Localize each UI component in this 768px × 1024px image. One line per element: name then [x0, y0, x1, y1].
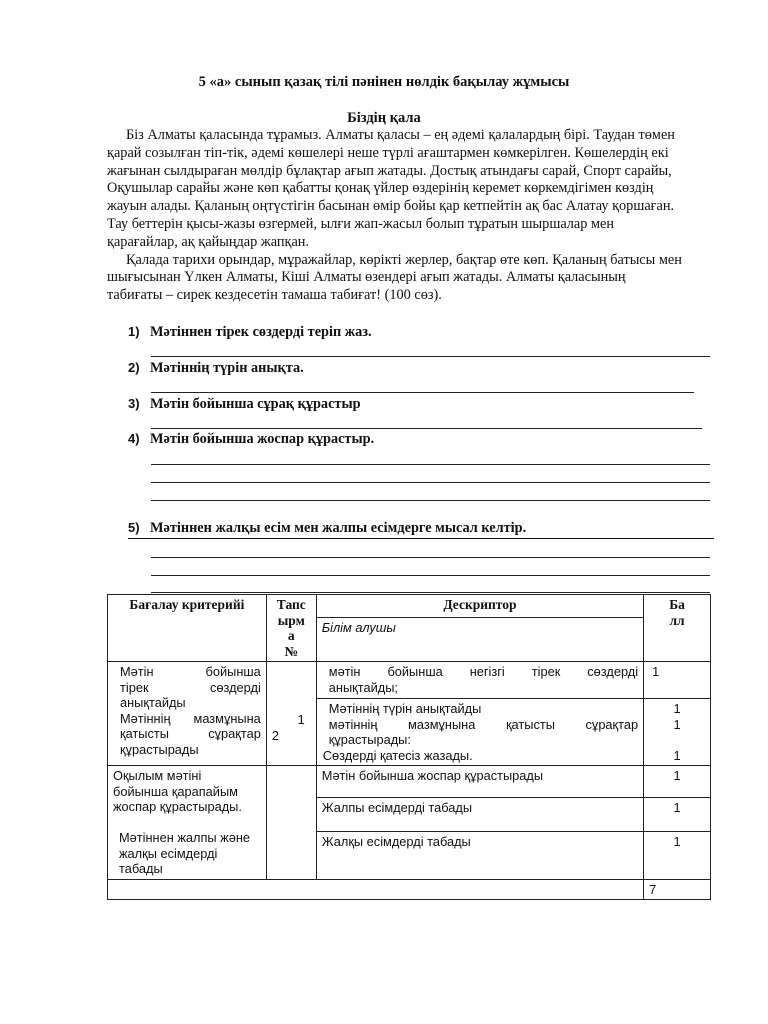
- question-4: [128, 431, 374, 448]
- question-text: Мәтін бойынша сұрақ құрастыр: [150, 396, 361, 412]
- question-number: 2): [128, 360, 140, 375]
- score-cell: 1 1 1: [644, 699, 711, 766]
- question-number: 5): [128, 520, 140, 535]
- descriptor-cell: Мәтін бойынша жоспар құрастырады: [316, 766, 643, 798]
- table-row: [108, 766, 711, 798]
- assessment-table: [107, 594, 711, 900]
- header-task: Тапс ырм а №: [266, 595, 316, 662]
- descriptor-cell: Жалқы есімдерді табады: [316, 831, 643, 879]
- question-number: 4): [128, 431, 140, 446]
- question-text: Мәтін бойынша жоспар құрастыр.: [150, 431, 375, 447]
- text-line: жағынан сылдыраған мөлдір бұлақтар ағып жатады. Достық атындағы сарай, Спорт сарайы,: [107, 162, 672, 179]
- answer-line[interactable]: [151, 464, 710, 465]
- answer-line[interactable]: [151, 575, 710, 576]
- question-1: [128, 324, 372, 341]
- question-number: 3): [128, 396, 140, 411]
- reading-text: [107, 127, 713, 305]
- table-total-row: [108, 879, 711, 899]
- descriptor-cell: мәтін бойынша негізгі тірек сөздерді анықтайды;: [316, 662, 643, 699]
- descriptor-cell: Мәтіннің түрін анықтайды мәтіннің мазмұнына қатысты сұрақтар құрастырады: Сөздерді қатесіз жазады.: [316, 699, 643, 766]
- table-row: [108, 662, 711, 699]
- question-2: [128, 360, 304, 377]
- score-cell: 1: [644, 766, 711, 798]
- question-3: [128, 396, 361, 413]
- answer-line[interactable]: [151, 557, 710, 558]
- text-line: қарағайлар, ақ қайыңдар жапқан.: [107, 233, 310, 250]
- question-number: 1): [128, 324, 140, 339]
- criteria-cell: Оқылым мәтіні бойынша қарапайым жоспар құрастырады. Мәтіннен жалпы және жалқы есімдерді табады: [108, 766, 267, 880]
- answer-line[interactable]: [151, 592, 710, 593]
- score-cell: 1: [644, 662, 711, 699]
- question-text: Мәтіннен жалқы есім мен жалпы есімдерге мысал келтір.: [150, 520, 527, 536]
- text-line: Тау беттерін қысы-жазы өзгермей, ылғи жап-жасыл болып тұратын шыршалар мен: [107, 215, 615, 232]
- answer-line[interactable]: [151, 428, 702, 429]
- question-text: Мәтіннің түрін анықта.: [150, 360, 304, 376]
- answer-line[interactable]: [151, 392, 694, 393]
- question-5: [128, 520, 526, 537]
- header-score: Ба лл: [644, 595, 711, 662]
- question-underline: [128, 538, 714, 539]
- task-number-cell: 1 2: [266, 662, 316, 766]
- text-line: жауын алады. Қаланың оңтүстігін басынан өмір бойы қар кетпейтін ақ бас Алатау қоршаған.: [107, 198, 675, 215]
- total-label-cell: [108, 879, 644, 899]
- total-score-cell: 7: [644, 879, 711, 899]
- text-title: Біздің қала: [347, 110, 421, 126]
- header-descriptor: Дескриптор: [316, 595, 643, 618]
- task-number-cell-empty: [266, 766, 316, 880]
- text-line: Оқушылар сарайы және көп қабатты қонақ үйлер өздерінің керемет көркемдігімен көздің: [107, 180, 654, 197]
- table-header-row: [108, 595, 711, 618]
- score-cell: 1: [644, 798, 711, 831]
- header-criteria: Бағалау критерийі: [108, 595, 267, 662]
- text-line: Біз Алматы қаласында тұрамыз. Алматы қаласы – ең әдемі қалалардың бірі. Таудан төмен: [126, 127, 675, 143]
- descriptor-subheader: Білім алушы: [316, 618, 643, 662]
- document-title: 5 «а» сынып қазақ тілі пәнінен нөлдік бақылау жұмысы: [198, 74, 570, 90]
- descriptor-cell: Жалпы есімдерді табады: [316, 798, 643, 831]
- question-text: Мәтіннен тірек сөздерді теріп жаз.: [150, 324, 372, 340]
- text-line: қарай созылған тіп-тік, әдемі көшелері неше түрлі ағаштармен көмкерілген. Көшелердің екі: [107, 144, 669, 161]
- answer-line[interactable]: [151, 482, 710, 483]
- criteria-cell: Мәтін бойынша тірек сөздерді анықтайды Мәтіннің мазмұнына қатысты сұрақтар құрастырады: [108, 662, 267, 766]
- answer-line[interactable]: [151, 356, 710, 357]
- text-line: табиғаты – сирек кездесетін тамаша табиғат! (100 сөз).: [107, 287, 442, 304]
- text-line: Қалада тарихи орындар, мұражайлар, көрікті жерлер, бақтар өте көп. Қаланың батысы мен: [126, 251, 682, 268]
- text-line: шығысынан Үлкен Алматы, Кіші Алматы өзендері ағып жатады. Алматы қаласының: [107, 269, 626, 286]
- answer-line[interactable]: [151, 500, 710, 501]
- score-cell: 1: [644, 831, 711, 879]
